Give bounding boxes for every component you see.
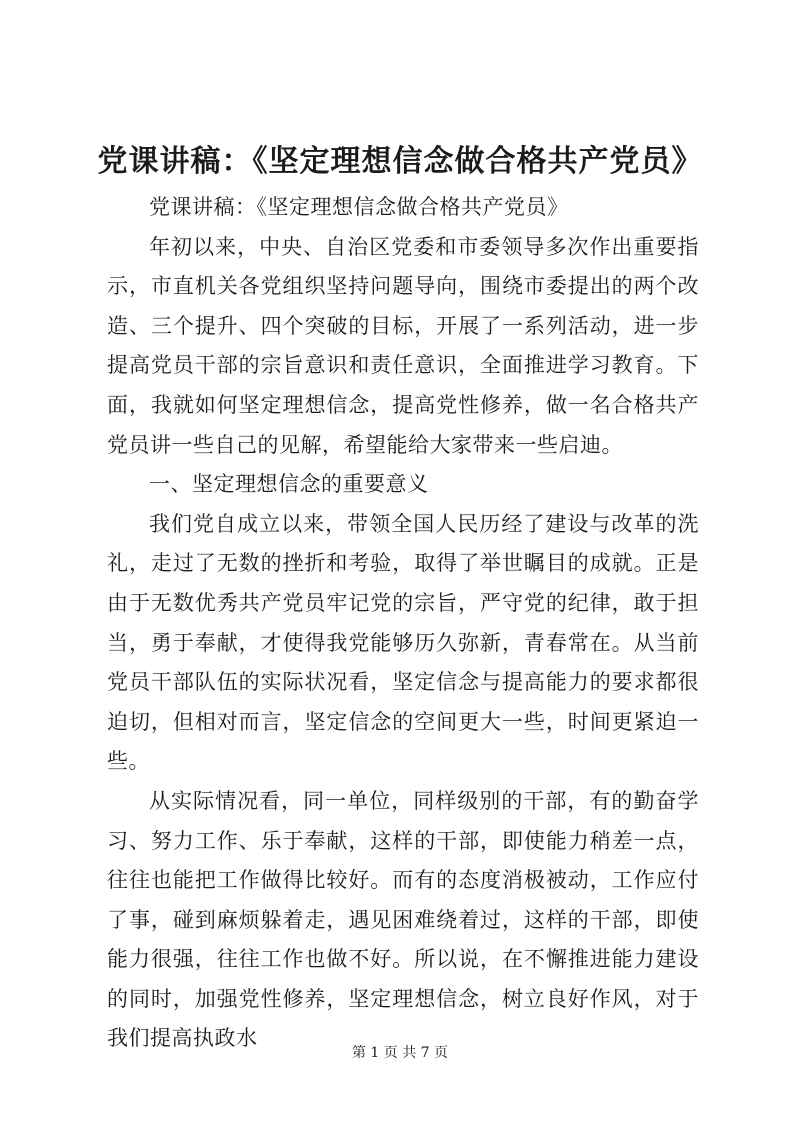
document-body	[107, 188, 699, 1059]
paragraph-subtitle: 党课讲稿：《坚定理想信念做合格共产党员》	[149, 195, 569, 219]
paragraph-intro: 年初以来，中央、自治区党委和市委领导多次作出重要指示，市直机关各党组织坚持问题导向，围绕市委提出的两个改造、三个提升、四个突破的目标，开展了一系列活动，进一步提高党员干部的宗旨意识和责任意识，全面推进学习教育。下面，我就如何坚定理想信念，提高党性修养，做一名合格共产党员讲一些自己的见解，希望能给大家带来一些启迪。	[107, 234, 699, 457]
section-heading: 一、坚定理想信念的重要意义	[149, 472, 429, 497]
paragraph-history: 我们党自成立以来，带领全国人民历经了建设与改革的洗礼，走过了无数的挫折和考验，取得了举世瞩目的成就。正是由于无数优秀共产党员牢记党的宗旨，严守党的纪律，敢于担当，勇于奉献，才使得我党能够历久弥新，青春常在。从当前党员干部队伍的实际状况看，坚定信念与提高能力的要求都很迫切，但相对而言，坚定信念的空间更大一些，时间更紧迫一些。	[107, 511, 699, 774]
document-title: 党课讲稿：《坚定理想信念做合格共产党员》	[97, 144, 703, 179]
paragraph-practice: 从实际情况看，同一单位，同样级别的干部，有的勤奋学习、努力工作、乐于奉献，这样的干部，即使能力稍差一点，往往也能把工作做得比较好。而有的态度消极被动，工作应付了事，碰到麻烦躲着走，遇见困难绕着过，这样的干部，即使能力很强，往往工作也做不好。所以说，在不懈推进能力建设的同时，加强党性修养，坚定理想信念，树立良好作风，对于我们提高执政水	[107, 788, 699, 1051]
page-number-footer: 第 1 页 共 7 页	[351, 1045, 449, 1061]
